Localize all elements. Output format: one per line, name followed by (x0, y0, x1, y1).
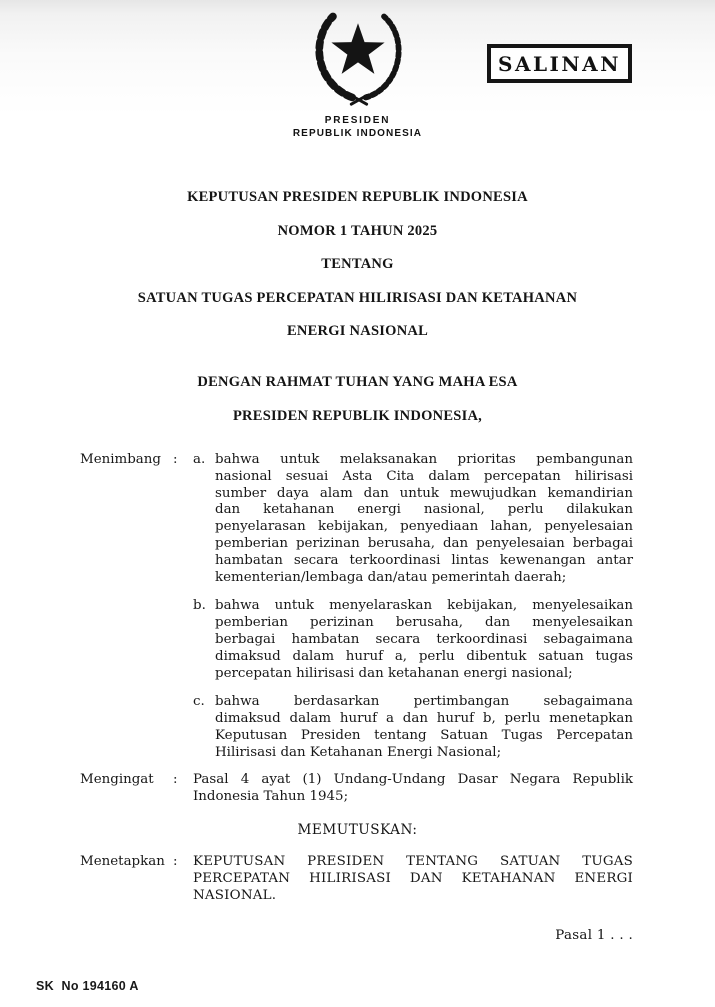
text-line: percepatan hilirisasi dan ketahanan energi nasional; (215, 665, 573, 681)
tentang-line: TENTANG (321, 256, 394, 273)
text-line: Pasal 4 ayat (1) Undang-Undang Dasar Negara Republik (193, 772, 633, 787)
menimbang-colon: : (173, 452, 178, 467)
item-text (215, 452, 633, 586)
menimbang-label: Menimbang (80, 452, 161, 467)
menetapkan-colon: : (173, 854, 178, 869)
authority-line: PRESIDEN REPUBLIK INDONESIA, (232, 407, 483, 424)
page-continuation-marker: Pasal 1 . . . (555, 928, 633, 943)
list-item-c (193, 694, 633, 761)
text-line: berbagai hambatan secara terkoordinasi sebagaimana (215, 631, 633, 647)
item-text (215, 598, 633, 682)
text-line: pemberian perizinan berusaha, dan menyelesaikan (215, 615, 633, 631)
mengingat-section (80, 772, 633, 806)
document-code: SK No 194160 A (36, 979, 139, 993)
text-line: dan ketahanan energi nasional, perlu dilakukan (215, 502, 633, 518)
salinan-stamp-label: SALINAN (498, 51, 621, 76)
text-line: NASIONAL. (193, 887, 277, 903)
title-block (0, 189, 715, 441)
text-line: kementerian/lembaga dan/atau pemerintah daerah; (215, 569, 567, 585)
invocation-line: DENGAN RAHMAT TUHAN YANG MAHA ESA (197, 373, 518, 390)
text-line: KEPUTUSAN PRESIDEN TENTANG SATUAN TUGAS (193, 854, 633, 869)
memutuskan-heading: MEMUTUSKAN: (297, 822, 418, 838)
decree-number-line: NOMOR 1 TAHUN 2025 (277, 222, 438, 239)
emblem-caption-presiden: PRESIDEN (324, 115, 391, 126)
subject-line-1: SATUAN TUGAS PERCEPATAN HILIRISASI DAN KETAHANAN (137, 289, 578, 306)
list-item-b (193, 598, 633, 682)
text-line: PERCEPATAN HILIRISASI DAN KETAHANAN ENERGI (193, 870, 633, 886)
text-line: hambatan secara terkoordinasi lintas kewenangan antar (215, 552, 633, 568)
item-letter: a. (193, 452, 206, 467)
text-line: bahwa berdasarkan pertimbangan sebagaimana (215, 694, 633, 710)
salinan-stamp (487, 44, 632, 83)
decree-title-line: KEPUTUSAN PRESIDEN REPUBLIK INDONESIA (187, 189, 528, 205)
menimbang-content (193, 452, 633, 762)
text-line: Hilirisasi dan Ketahanan Energi Nasional; (215, 744, 502, 760)
emblem-caption-republik-indonesia: REPUBLIK INDONESIA (292, 128, 423, 139)
mengingat-colon: : (173, 772, 178, 787)
text-line: bahwa untuk menyelaraskan kebijakan, menyelesaikan (215, 598, 633, 614)
text-line: dimaksud dalam huruf a dan huruf b, perlu menetapkan (215, 711, 633, 727)
text-line: nasional sesuai Asta Cita dalam percepatan hilirisasi (215, 468, 633, 484)
mengingat-content (193, 772, 633, 806)
text-line: bahwa untuk melaksanakan prioritas pembangunan (215, 452, 633, 467)
text-line: Indonesia Tahun 1945; (193, 788, 349, 804)
text-line: dimaksud dalam huruf a, perlu dibentuk satuan tugas (215, 648, 633, 664)
menetapkan-label: Menetapkan (80, 854, 165, 869)
text-line: sumber daya alam dan untuk mewujudkan kemandirian (215, 485, 633, 501)
menetapkan-content (193, 854, 633, 904)
item-letter: b. (193, 598, 206, 614)
text-line: Keputusan Presiden tentang Satuan Tugas Percepatan (215, 727, 633, 743)
text-line: pemberian perizinan berusaha, dan penyelesaian berbagai (215, 535, 633, 551)
subject-line-2: ENERGI NASIONAL (286, 323, 429, 340)
text-line: penyelarasan kebijakan, penyediaan lahan, penyelesaian (215, 519, 633, 535)
item-text (215, 694, 633, 761)
mengingat-label: Mengingat (80, 772, 154, 787)
item-letter: c. (193, 694, 205, 710)
presidential-star-wreath-emblem-icon (305, 6, 411, 106)
list-item-a (193, 452, 633, 586)
menetapkan-section (80, 854, 633, 904)
menimbang-section (80, 452, 633, 762)
